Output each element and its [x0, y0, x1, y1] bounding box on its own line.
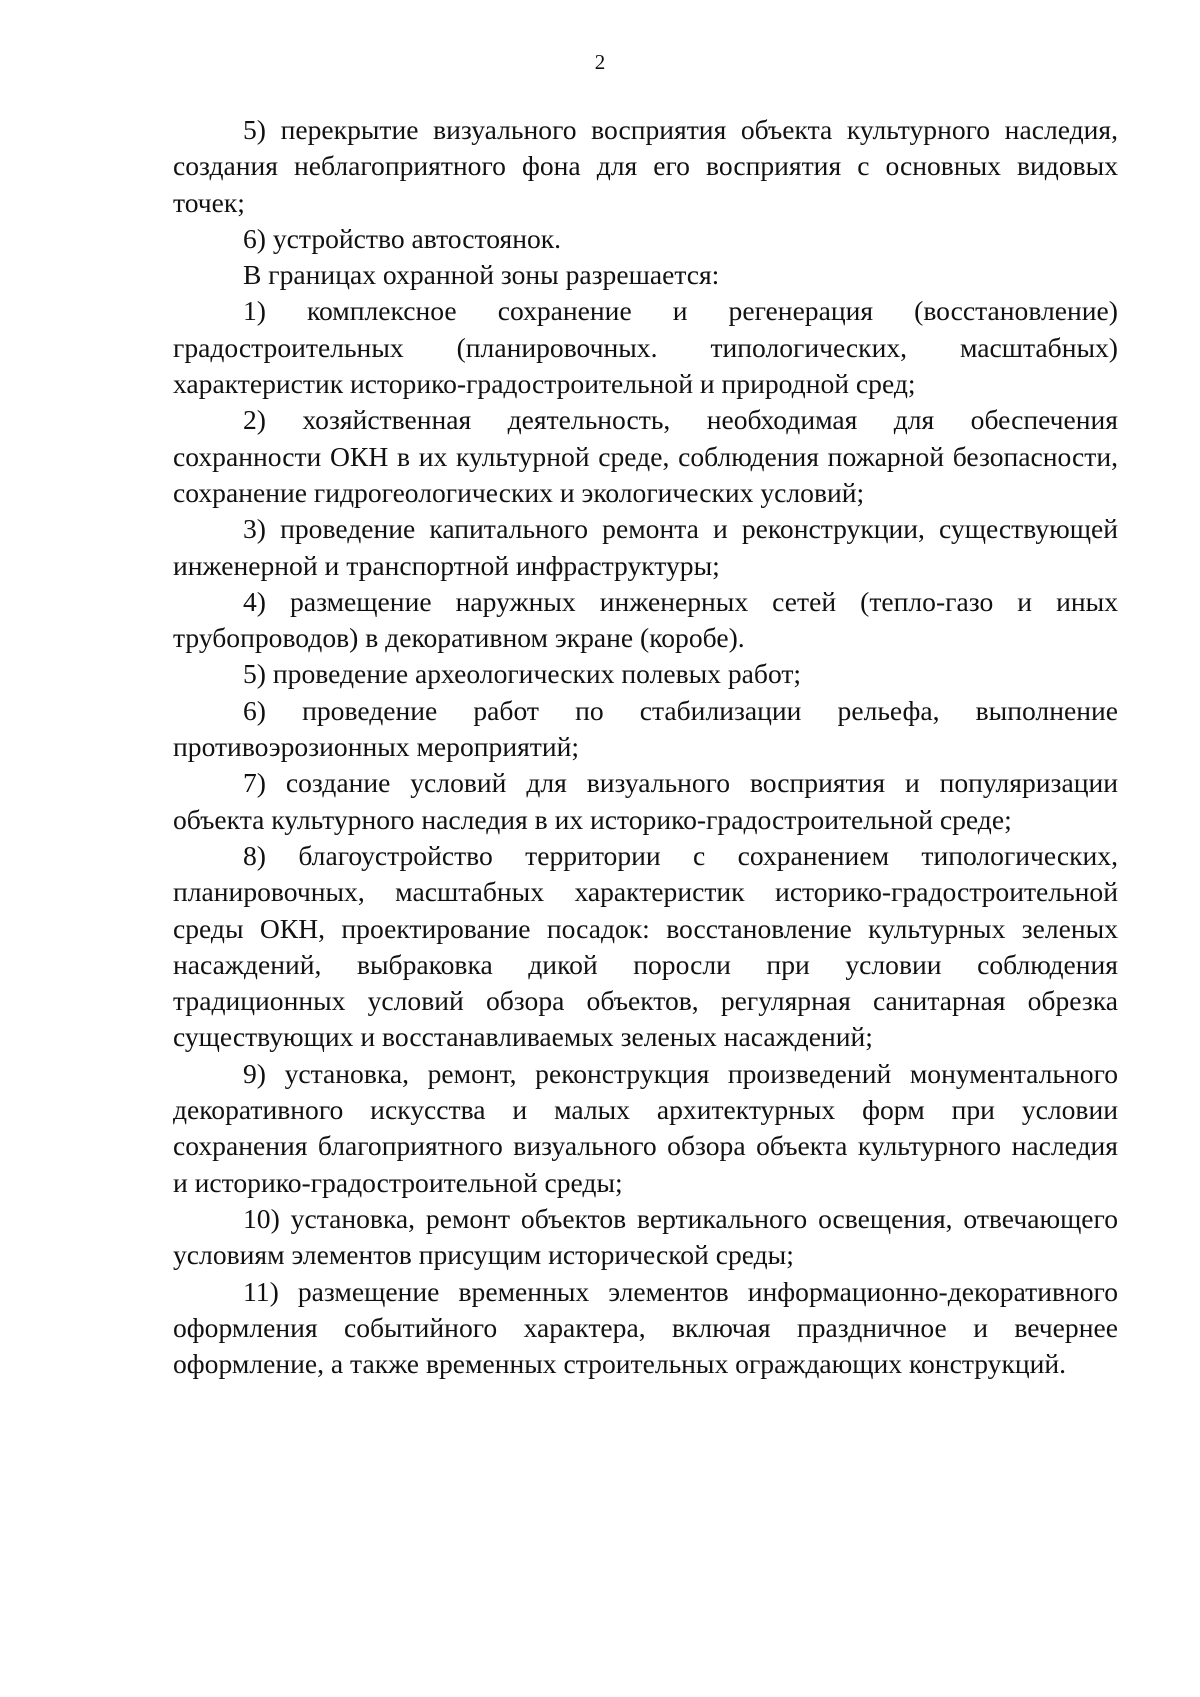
- paragraph-allowed-item-2: 2) хозяйственная деятельность, необходимая для обеспечения сохранности ОКН в их культурной среде, соблюдения пожарной безопасности, сохранение гидрогеологических и экологических условий;: [173, 404, 1118, 508]
- paragraph-allowed-item-4: 4) размещение наружных инженерных сетей (тепло-газо и иных трубопроводов) в декоративном экране (коробе).: [173, 585, 1118, 654]
- paragraph-allowed-item-7: 7) создание условий для визуального восприятия и популяризации объекта культурного наследия в их историко-градостроительной среде;: [173, 767, 1118, 835]
- paragraph-allowed-item-11: 11) размещение временных элементов информационно-декоративного оформления событийного характера, включая праздничное и вечернее оформление, а также временных строительных ограждающих конструкций.: [173, 1275, 1118, 1380]
- paragraph-item-6-prohibited: 6) устройство автостоянок.: [243, 222, 562, 254]
- paragraph-allowed-item-5: 5) проведение археологических полевых работ;: [243, 658, 802, 690]
- paragraph-allowed-item-3: 3) проведение капитального ремонта и реконструкции, существующей инженерной и транспортной инфраструктуры;: [173, 513, 1118, 581]
- paragraph-allowed-item-1: 1) комплексное сохранение и регенерация (восстановление) градостроительных (планировочных. типологических, масштабных) характеристик историко-градостроительной и природной сред;: [173, 295, 1118, 400]
- paragraph-item-5-prohibited: 5) перекрытие визуального восприятия объекта культурного наследия, создания неблагоприятного фона для его восприятия с основных видовых точек;: [173, 114, 1118, 218]
- paragraph-allowed-item-9: 9) установка, ремонт, реконструкция произведений монументального декоративного искусства и малых архитектурных форм при условии сохранения благоприятного визуального обзора объекта культурного наследия и историко-градостроительной среды;: [173, 1057, 1118, 1198]
- paragraph-allowed-item-10: 10) установка, ремонт объектов вертикального освещения, отвечающего условиям элементов присущим исторической среды;: [173, 1202, 1118, 1271]
- paragraph-allowed-heading: В границах охранной зоны разрешается:: [243, 259, 720, 291]
- document-body: [173, 112, 1118, 1382]
- paragraph-allowed-item-6: 6) проведение работ по стабилизации рельефа, выполнение противоэрозионных мероприятий;: [173, 694, 1118, 763]
- paragraph-allowed-item-8: 8) благоустройство территории с сохранением типологических, планировочных, масштабных характеристик историко-градостроительной среды ОКН, проектирование посадок: восстановление культурных зеленых насаждений, выбраковка дикой поросли при условии соблюдения традиционных условий обзора объектов, регулярная санитарная обрезка существующих и восстанавливаемых зеленых насаждений;: [173, 839, 1118, 1053]
- page-number: 2: [594, 50, 606, 74]
